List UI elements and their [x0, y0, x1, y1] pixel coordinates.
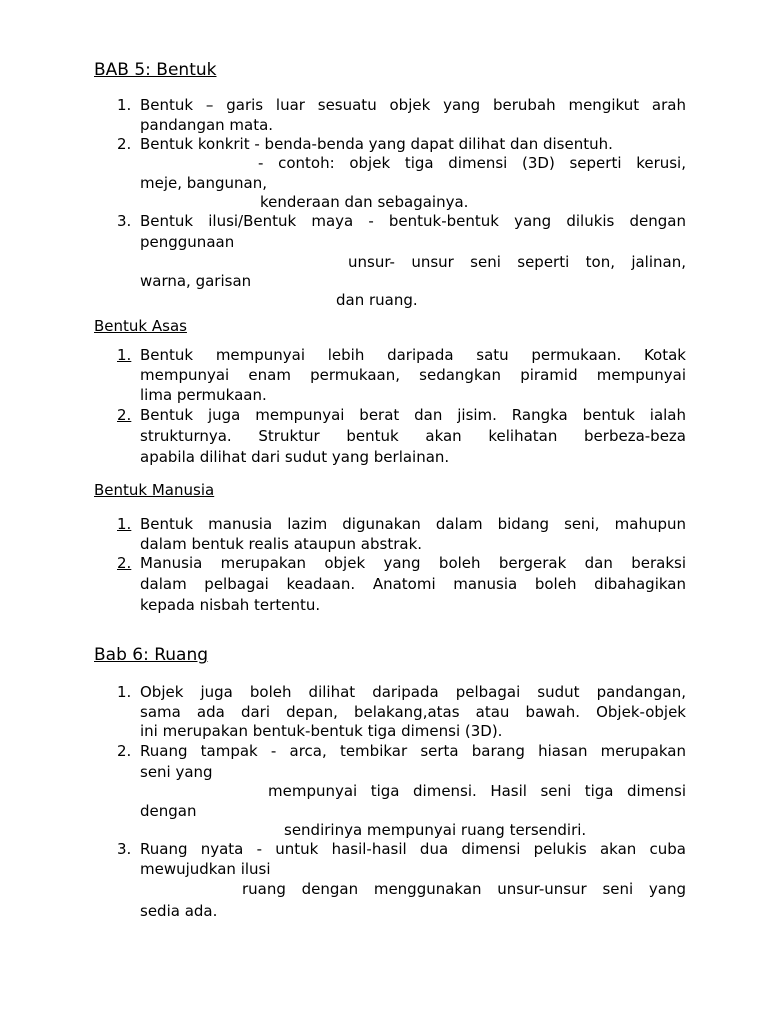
bab6-item-3-line-1: Ruang nyata - untuk hasil-hasil dua dimensi pelukis akan cuba	[140, 840, 686, 858]
manusia-item-2-line-1: Manusia merupakan objek yang boleh bergerak dan beraksi	[140, 554, 686, 572]
bab6-heading: Bab 6: Ruang	[94, 645, 209, 665]
bab6-item-3-line-4: sedia ada.	[140, 902, 218, 920]
bab5-item-2-number: 2.	[117, 135, 132, 153]
bab5-item-2-line-2: - contoh: objek tiga dimensi (3D) seperti kerusi,	[258, 154, 686, 172]
bab5-item-3-line-1: Bentuk ilusi/Bentuk maya - bentuk-bentuk yang dilukis dengan	[140, 212, 686, 230]
asas-item-2-number: 2.	[117, 406, 132, 424]
manusia-item-1-number: 1.	[117, 515, 132, 533]
bab6-item-1-number: 1.	[117, 683, 132, 701]
bab5-item-1-line-2: pandangan mata.	[140, 116, 274, 134]
bab6-item-2-line-2: seni yang	[140, 763, 213, 781]
bab5-item-3-line-4: warna, garisan	[140, 272, 252, 290]
manusia-item-2-line-2: dalam pelbagai keadaan. Anatomi manusia boleh dibahagikan	[140, 575, 686, 593]
bab5-item-1-number: 1.	[117, 96, 132, 114]
bab6-item-2-line-1: Ruang tampak - arca, tembikar serta barang hiasan merupakan	[140, 742, 686, 760]
bab6-item-3-line-2: mewujudkan ilusi	[140, 860, 271, 878]
bab5-item-3-line-5: dan ruang.	[336, 291, 418, 309]
bab6-item-2-number: 2.	[117, 742, 132, 760]
manusia-item-1-line-1: Bentuk manusia lazim digunakan dalam bidang seni, mahupun	[140, 515, 686, 533]
bab5-item-1-line-1: Bentuk – garis luar sesuatu objek yang berubah mengikut arah	[140, 96, 686, 114]
bab5-item-2-line-1: Bentuk konkrit - benda-benda yang dapat dilihat dan disentuh.	[140, 135, 613, 153]
bab5-item-3-line-3: unsur- unsur seni seperti ton, jalinan,	[348, 253, 686, 271]
bab5-item-2-line-3: meje, bangunan,	[140, 174, 267, 192]
asas-item-1-line-1: Bentuk mempunyai lebih daripada satu permukaan. Kotak	[140, 346, 686, 364]
asas-item-2-line-1: Bentuk juga mempunyai berat dan jisim. Rangka bentuk ialah	[140, 406, 686, 424]
bab6-item-2-line-5: sendirinya mempunyai ruang tersendiri.	[284, 821, 587, 839]
bentuk-asas-heading: Bentuk Asas	[94, 317, 187, 335]
bab5-item-3-line-2: penggunaan	[140, 233, 235, 251]
manusia-item-1-line-2: dalam bentuk realis ataupun abstrak.	[140, 535, 423, 553]
bab6-item-3-number: 3.	[117, 840, 132, 858]
manusia-item-2-line-3: kepada nisbah tertentu.	[140, 596, 321, 614]
asas-item-1-line-3: lima permukaan.	[140, 386, 267, 404]
asas-item-2-line-2: strukturnya. Struktur bentuk akan kelihatan berbeza-beza	[140, 427, 686, 445]
bab5-item-3-number: 3.	[117, 212, 132, 230]
bentuk-manusia-heading: Bentuk Manusia	[94, 481, 215, 499]
asas-item-2-line-3: apabila dilihat dari sudut yang berlainan.	[140, 448, 450, 466]
bab5-heading: BAB 5: Bentuk	[94, 60, 217, 80]
bab6-item-1-line-1: Objek juga boleh dilihat daripada pelbagai sudut pandangan,	[140, 683, 686, 701]
asas-item-1-number: 1.	[117, 346, 132, 364]
asas-item-1-line-2: mempunyai enam permukaan, sedangkan piramid mempunyai	[140, 366, 686, 384]
manusia-item-2-number: 2.	[117, 554, 132, 572]
bab6-item-1-line-2: sama ada dari depan, belakang,atas atau bawah. Objek-objek	[140, 703, 686, 721]
bab5-item-2-line-4: kenderaan dan sebagainya.	[260, 193, 469, 211]
bab6-item-2-line-3: mempunyai tiga dimensi. Hasil seni tiga dimensi	[268, 782, 686, 800]
bab6-item-3-line-3: ruang dengan menggunakan unsur-unsur seni yang	[242, 880, 686, 898]
bab6-item-1-line-3: ini merupakan bentuk-bentuk tiga dimensi (3D).	[140, 722, 503, 740]
bab6-item-2-line-4: dengan	[140, 802, 197, 820]
